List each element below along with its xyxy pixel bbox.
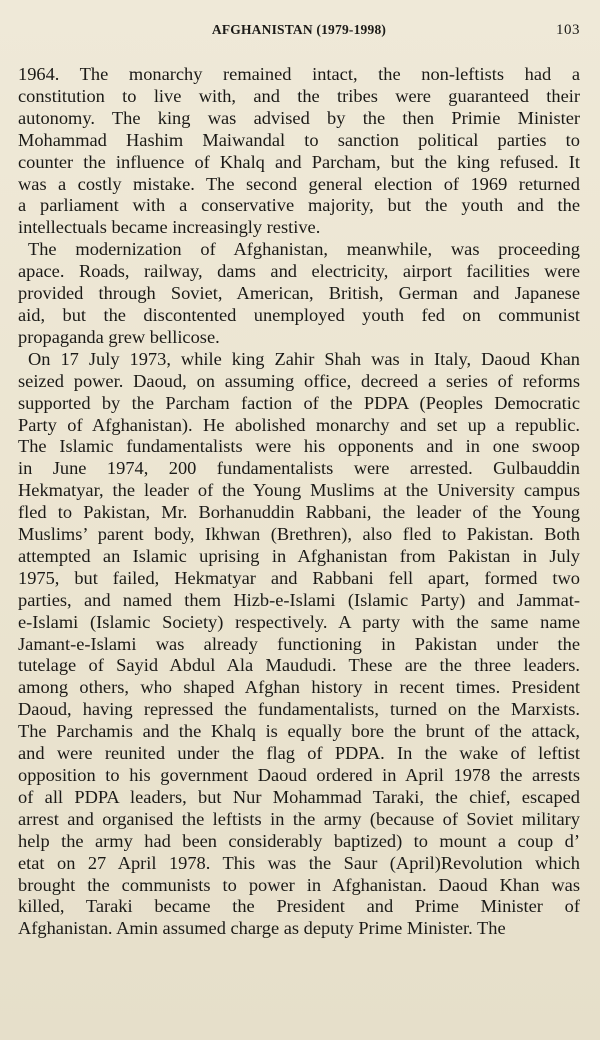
text-line: Jamant-e-Islami was already functioning in Pakistan under the — [18, 633, 580, 654]
text-line: The Parchamis and the Khalq is equally bore the brunt of the attack, — [18, 721, 580, 742]
text-line: of all PDPA leaders, but Nur Mohammad Taraki, the chief, escaped — [18, 786, 580, 807]
text-line: Muslims’ parent body, Ikhwan (Brethren), also fled to Pakistan. Both — [18, 524, 580, 545]
text-line: attempted an Islamic uprising in Afghanistan from Pakistan in July — [18, 545, 580, 566]
text-line: Afghanistan. Amin assumed charge as deputy Prime Minister. The — [18, 918, 506, 939]
text-line: The Islamic fundamentalists were his opponents and in one swoop — [18, 436, 580, 457]
text-line: fled to Pakistan, Mr. Borhanuddin Rabbani, the leader of the Young — [18, 502, 580, 523]
text-line: was a costly mistake. The second general election of 1969 returned — [18, 173, 580, 194]
paragraph — [18, 239, 580, 349]
text-line: intellectuals became increasingly restive. — [18, 217, 321, 238]
text-line: aid, but the discontented unemployed youth fed on communist — [18, 304, 580, 325]
text-line: On 17 July 1973, while king Zahir Shah was in Italy, Daoud Khan — [28, 348, 580, 369]
text-line: opposition to his government Daoud ordered in April 1978 the arrests — [18, 765, 580, 785]
text-line: and were reunited under the flag of PDPA. In the wake of leftist — [18, 743, 580, 764]
text-line: counter the influence of Khalq and Parcham, but the king refused. It — [18, 151, 580, 172]
paragraph — [18, 349, 580, 940]
running-header — [18, 22, 580, 44]
text-line: tutelage of Sayid Abdul Ala Maududi. These are the three leaders. — [18, 655, 580, 676]
text-line: provided through Soviet, American, British, German and Japanese — [18, 283, 580, 304]
text-line: autonomy. The king was advised by the then Primie Minister — [18, 107, 580, 128]
text-line: seized power. Daoud, on assuming office, decreed a series of reforms — [18, 370, 580, 391]
text-line: parties, and named them Hizb-e-Islami (Islamic Party) and Jammat- — [18, 589, 580, 610]
text-line: among others, who shaped Afghan history in recent times. President — [18, 677, 580, 698]
paragraph — [18, 64, 580, 239]
text-line: Daoud, having repressed the fundamentalists, turned on the Marxists. — [18, 699, 580, 720]
page-number: 103 — [556, 22, 580, 38]
text-line: The modernization of Afghanistan, meanwhile, was proceeding — [28, 239, 580, 260]
text-line: etat on 27 April 1978. This was the Saur (April)Revolution which — [18, 852, 580, 873]
text-line: killed, Taraki became the President and Prime Minister of — [18, 896, 580, 917]
text-line: apace. Roads, railway, dams and electricity, airport facilities were — [18, 261, 580, 282]
text-line: 1975, but failed, Hekmatyar and Rabbani fell apart, formed two — [18, 567, 580, 588]
text-line: Mohammad Hashim Maiwandal to sanction political parties to — [18, 129, 580, 150]
text-line: arrest and organised the leftists in the army (because of Soviet military — [18, 808, 580, 829]
body-text — [18, 64, 580, 940]
text-line: propaganda grew bellicose. — [18, 326, 220, 347]
running-title: AFGHANISTAN (1979-1998) — [211, 22, 387, 37]
text-line: constitution to live with, and the tribes were guaranteed their — [18, 85, 580, 106]
text-line: a parliament with a conservative majority, but the youth and the — [18, 195, 580, 216]
text-line: Hekmatyar, the leader of the Young Muslims at the University campus — [18, 480, 580, 501]
text-line: e-Islami (Islamic Society) respectively. A party with the same name — [18, 611, 580, 632]
text-line: supported by the Parcham faction of the PDPA (Peoples Democratic — [18, 392, 580, 413]
text-line: help the army had been considerably baptized) to mount a coup d’ — [18, 830, 580, 851]
text-line: in June 1974, 200 fundamentalists were arrested. Gulbauddin — [18, 458, 580, 479]
text-line: Party of Afghanistan). He abolished monarchy and set up a republic. — [18, 414, 580, 435]
text-line: brought the communists to power in Afghanistan. Daoud Khan was — [18, 874, 580, 895]
text-line: 1964. The monarchy remained intact, the non-leftists had a — [18, 64, 580, 84]
